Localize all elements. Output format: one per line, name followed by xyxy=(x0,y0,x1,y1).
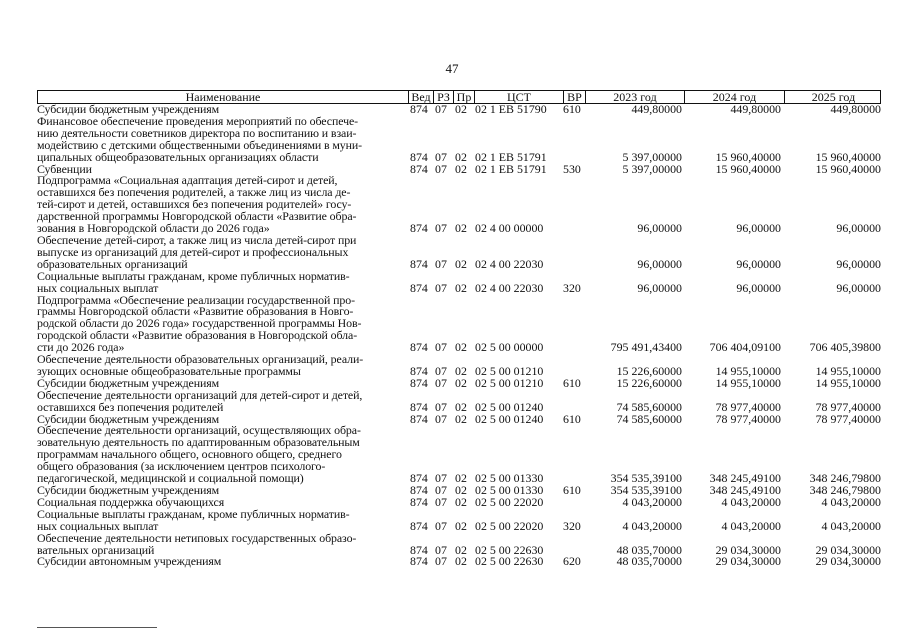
row-name xyxy=(37,354,395,378)
cell-2023: 96,00000 xyxy=(637,280,682,295)
cell-2024: 348 245,49100 xyxy=(709,471,781,486)
cell-pr: 02 xyxy=(455,483,467,497)
cell-2024: 15 960,40000 xyxy=(715,161,781,176)
row-name-line: родской области до 2026 года» государственной программы Нов- xyxy=(37,316,362,331)
cell-2024: 96,00000 xyxy=(736,280,781,295)
cell-ved: 874 xyxy=(410,149,428,164)
cell-2024: 14 955,10000 xyxy=(715,363,781,378)
cell-2025: 4 043,20000 xyxy=(821,518,881,533)
cell-rz: 07 xyxy=(435,554,447,569)
header-2024: 2024 год xyxy=(684,91,784,103)
cell-rz: 07 xyxy=(435,471,447,486)
row-name xyxy=(37,425,395,485)
table-row xyxy=(37,232,881,271)
cell-ved: 874 xyxy=(410,280,428,295)
cell-rz: 07 xyxy=(435,483,447,497)
row-name-line: тей-сирот и детей, оставшихся без попечения родителей» госу- xyxy=(37,197,352,212)
cell-2023: 4 043,20000 xyxy=(622,494,682,509)
cell-pr: 02 xyxy=(455,542,467,557)
row-name-line: Субсидии бюджетным учреждениям xyxy=(37,411,220,426)
cell-rz: 07 xyxy=(435,375,447,390)
row-name-line: оставшихся без попечения родителей xyxy=(37,399,224,414)
row-name-line: Подпрограмма «Социальная адаптация детей-сирот и детей, xyxy=(37,173,338,188)
cell-ved: 874 xyxy=(410,411,428,426)
cell-2024: 15 960,40000 xyxy=(715,149,781,164)
cell-pr: 02 xyxy=(455,375,467,390)
row-name xyxy=(37,387,395,414)
cell-ved: 874 xyxy=(410,554,428,569)
cell-cst: 02 5 00 01210 xyxy=(475,375,544,390)
cell-rz: 07 xyxy=(435,161,447,176)
cell-2023: 15 226,60000 xyxy=(616,363,682,378)
cell-2023: 48 035,70000 xyxy=(616,542,682,557)
cell-ved: 874 xyxy=(410,375,428,390)
cell-2024: 78 977,40000 xyxy=(715,411,781,426)
cell-rz: 07 xyxy=(435,280,447,295)
row-name-line: Финансовое обеспечение проведения мероприятий по обеспече- xyxy=(37,113,359,128)
page-number: 47 xyxy=(445,61,459,76)
cell-pr: 02 xyxy=(455,363,467,378)
cell-rz: 07 xyxy=(435,411,447,426)
cell-2023: 5 397,00000 xyxy=(622,161,682,176)
cell-2025: 15 960,40000 xyxy=(815,149,881,164)
row-name-line: ных социальных выплат xyxy=(37,280,159,295)
header-pr: Пр xyxy=(453,91,474,103)
row-name xyxy=(37,506,395,533)
row-name-line: Субсидии автономным учреждениям xyxy=(37,554,222,569)
cell-2023: 74 585,60000 xyxy=(616,399,682,414)
cell-2025: 96,00000 xyxy=(836,280,881,295)
row-name-line: выпуске из организаций для детей-сирот и профессиональных xyxy=(37,244,349,259)
row-name-line: образовательных организаций xyxy=(37,256,188,271)
row-name xyxy=(37,292,395,355)
row-name-line: нию деятельности советников директора по воспитанию и взаи- xyxy=(37,125,357,140)
cell-2023: 96,00000 xyxy=(637,221,682,236)
row-name-line: ных социальных выплат xyxy=(37,518,159,533)
cell-vr: 620 xyxy=(563,554,581,569)
row-name-line: Социальная поддержка обучающихся xyxy=(37,494,225,509)
row-name-line: педагогической, медицинской и социальной помощи) xyxy=(37,471,304,486)
cell-ved: 874 xyxy=(410,161,428,176)
cell-2023: 48 035,70000 xyxy=(616,554,682,569)
cell-vr: 320 xyxy=(563,518,581,533)
table-row xyxy=(37,530,881,557)
row-name-line: Социальные выплаты гражданам, кроме публичных норматив- xyxy=(37,268,350,283)
cell-pr: 02 xyxy=(455,149,467,164)
row-name xyxy=(37,175,395,235)
row-name-line: Социальные выплаты гражданам, кроме публичных норматив- xyxy=(37,506,350,521)
row-name xyxy=(37,113,395,164)
cell-pr: 02 xyxy=(455,256,467,271)
cell-pr: 02 xyxy=(455,161,467,176)
cell-cst: 02 5 00 22020 xyxy=(475,494,544,509)
row-name xyxy=(37,556,395,568)
row-name-line: Обеспечение деятельности организаций для детей-сирот и детей, xyxy=(37,387,363,402)
cell-2025: 78 977,40000 xyxy=(815,399,881,414)
row-name-line: общего образования (за исключением центров психолого- xyxy=(37,459,326,474)
cell-2025: 29 034,30000 xyxy=(815,554,881,569)
cell-rz: 07 xyxy=(435,102,447,116)
cell-ved: 874 xyxy=(410,399,428,414)
cell-2024: 29 034,30000 xyxy=(715,542,781,557)
cell-ved: 874 xyxy=(410,221,428,236)
cell-rz: 07 xyxy=(435,399,447,414)
cell-rz: 07 xyxy=(435,340,447,355)
footer-rule xyxy=(37,627,157,628)
row-name-line: ципальных общеобразовательных организациях области xyxy=(37,149,319,164)
cell-pr: 02 xyxy=(455,411,467,426)
cell-2025: 348 246,79800 xyxy=(809,471,881,486)
cell-cst: 02 1 ЕВ 51790 xyxy=(475,102,547,116)
cell-cst: 02 1 ЕВ 51791 xyxy=(475,161,547,176)
cell-2025: 449,80000 xyxy=(830,102,881,116)
row-name-line: Обеспечение деятельности нетиповых государственных образо- xyxy=(37,530,357,545)
cell-cst: 02 5 00 01240 xyxy=(475,411,544,426)
row-name-line: Обеспечение детей-сирот, а также лиц из числа детей-сирот при xyxy=(37,232,357,247)
table-row xyxy=(37,387,881,414)
row-name-line: вательных организаций xyxy=(37,542,155,557)
row-name xyxy=(37,530,395,557)
header-rz: РЗ xyxy=(433,91,453,103)
row-name-line: Субвенции xyxy=(37,161,92,176)
cell-pr: 02 xyxy=(455,102,467,116)
header-2025: 2025 год xyxy=(784,91,882,103)
cell-2025: 14 955,10000 xyxy=(815,375,881,390)
cell-ved: 874 xyxy=(410,363,428,378)
cell-2023: 4 043,20000 xyxy=(622,518,682,533)
cell-2024: 96,00000 xyxy=(736,221,781,236)
cell-2023: 5 397,00000 xyxy=(622,149,682,164)
cell-vr: 530 xyxy=(563,161,581,176)
header-vr: ВР xyxy=(563,91,585,103)
cell-2023: 354 535,39100 xyxy=(610,483,682,497)
cell-2024: 14 955,10000 xyxy=(715,375,781,390)
cell-vr: 610 xyxy=(563,411,581,426)
cell-ved: 874 xyxy=(410,494,428,509)
cell-rz: 07 xyxy=(435,256,447,271)
cell-pr: 02 xyxy=(455,399,467,414)
cell-ved: 874 xyxy=(410,483,428,497)
cell-2025: 78 977,40000 xyxy=(815,411,881,426)
row-name-line: Субсидии бюджетным учреждениям xyxy=(37,375,220,390)
table-row xyxy=(37,113,881,164)
cell-2023: 354 535,39100 xyxy=(610,471,682,486)
cell-2025: 96,00000 xyxy=(836,221,881,236)
cell-2025: 348 246,79800 xyxy=(809,483,881,497)
cell-cst: 02 5 00 01210 xyxy=(475,363,544,378)
row-name-line: Субсидии бюджетным учреждениям xyxy=(37,483,220,497)
cell-2025: 14 955,10000 xyxy=(815,363,881,378)
cell-2023: 449,80000 xyxy=(631,102,682,116)
cell-2023: 15 226,60000 xyxy=(616,375,682,390)
table-row xyxy=(37,425,881,485)
cell-2024: 348 245,49100 xyxy=(709,483,781,497)
header-ved: Вед xyxy=(408,91,433,103)
cell-rz: 07 xyxy=(435,518,447,533)
cell-rz: 07 xyxy=(435,221,447,236)
cell-2024: 78 977,40000 xyxy=(715,399,781,414)
cell-2025: 96,00000 xyxy=(836,256,881,271)
cell-2024: 4 043,20000 xyxy=(721,494,781,509)
cell-2023: 795 491,43400 xyxy=(610,340,682,355)
cell-ved: 874 xyxy=(410,542,428,557)
cell-pr: 02 xyxy=(455,221,467,236)
table-row xyxy=(37,506,881,533)
cell-2024: 96,00000 xyxy=(736,256,781,271)
header-name: Наименование xyxy=(185,90,261,104)
table-body xyxy=(37,104,881,568)
table-row xyxy=(37,268,881,295)
header-cst: ЦСТ xyxy=(474,91,563,103)
cell-rz: 07 xyxy=(435,542,447,557)
cell-pr: 02 xyxy=(455,518,467,533)
row-name-line: Обеспечение деятельности организаций, осуществляющих обра- xyxy=(37,423,361,438)
cell-cst: 02 5 00 22630 xyxy=(475,554,544,569)
cell-cst: 02 5 00 01330 xyxy=(475,471,544,486)
cell-cst: 02 4 00 00000 xyxy=(475,221,544,236)
cell-cst: 02 5 00 22630 xyxy=(475,542,544,557)
row-name-line: Обеспечение деятельности образовательных организаций, реали- xyxy=(37,352,364,367)
row-name-line: модействию с детскими общественными объединениями в муни- xyxy=(37,137,363,152)
row-name-line: зующих основные общеобразовательные программы xyxy=(37,363,301,378)
row-name-line: зовательную деятельность по адаптированным образовательным xyxy=(37,435,360,450)
header-2023: 2023 год xyxy=(585,91,684,103)
cell-pr: 02 xyxy=(455,340,467,355)
cell-2025: 15 960,40000 xyxy=(815,161,881,176)
cell-ved: 874 xyxy=(410,518,428,533)
cell-vr: 610 xyxy=(563,483,581,497)
cell-cst: 02 1 ЕВ 51791 xyxy=(475,149,547,164)
cell-ved: 874 xyxy=(410,340,428,355)
cell-pr: 02 xyxy=(455,280,467,295)
table-row xyxy=(37,292,881,355)
cell-pr: 02 xyxy=(455,471,467,486)
table-row xyxy=(37,175,881,235)
cell-pr: 02 xyxy=(455,494,467,509)
row-name-line: оставшихся без попечения родителей, а также лиц из числа де- xyxy=(37,185,351,200)
row-name-line: сти до 2026 года» xyxy=(37,340,125,355)
cell-rz: 07 xyxy=(435,363,447,378)
cell-cst: 02 5 00 01330 xyxy=(475,483,544,497)
cell-vr: 610 xyxy=(563,102,581,116)
cell-2024: 449,80000 xyxy=(730,102,781,116)
cell-cst: 02 5 00 01240 xyxy=(475,399,544,414)
cell-2025: 29 034,30000 xyxy=(815,542,881,557)
cell-cst: 02 4 00 22030 xyxy=(475,256,544,271)
cell-ved: 874 xyxy=(410,102,428,116)
row-name-line: Подпрограмма «Обеспечение реализации государственной про- xyxy=(37,292,355,307)
row-name-line: программам начального общего, основного общего, среднего xyxy=(37,447,342,462)
cell-2024: 706 404,09100 xyxy=(709,340,781,355)
cell-ved: 874 xyxy=(410,471,428,486)
row-name-line: городской области «Развитие образования в Новгородской обла- xyxy=(37,328,358,343)
cell-cst: 02 5 00 00000 xyxy=(475,340,544,355)
row-name xyxy=(37,268,395,295)
budget-table xyxy=(37,90,881,568)
cell-rz: 07 xyxy=(435,494,447,509)
cell-2024: 4 043,20000 xyxy=(721,518,781,533)
table-row xyxy=(37,556,881,568)
cell-2025: 706 405,39800 xyxy=(809,340,881,355)
cell-rz: 07 xyxy=(435,149,447,164)
cell-2023: 96,00000 xyxy=(637,256,682,271)
cell-vr: 610 xyxy=(563,375,581,390)
cell-cst: 02 5 00 22020 xyxy=(475,518,544,533)
cell-2024: 29 034,30000 xyxy=(715,554,781,569)
cell-pr: 02 xyxy=(455,554,467,569)
cell-cst: 02 4 00 22030 xyxy=(475,280,544,295)
cell-2023: 74 585,60000 xyxy=(616,411,682,426)
row-name-line: зования в Новгородской области до 2026 года» xyxy=(37,221,270,236)
table-row xyxy=(37,354,881,378)
row-name-line: граммы Новгородской области «Развитие образования в Новго- xyxy=(37,304,354,319)
row-name-line: дарственной программы Новгородской области «Развитие обра- xyxy=(37,209,357,224)
cell-ved: 874 xyxy=(410,256,428,271)
cell-vr: 320 xyxy=(563,280,581,295)
row-name xyxy=(37,232,395,271)
cell-2025: 4 043,20000 xyxy=(821,494,881,509)
row-name-line: Субсидии бюджетным учреждениям xyxy=(37,102,220,116)
